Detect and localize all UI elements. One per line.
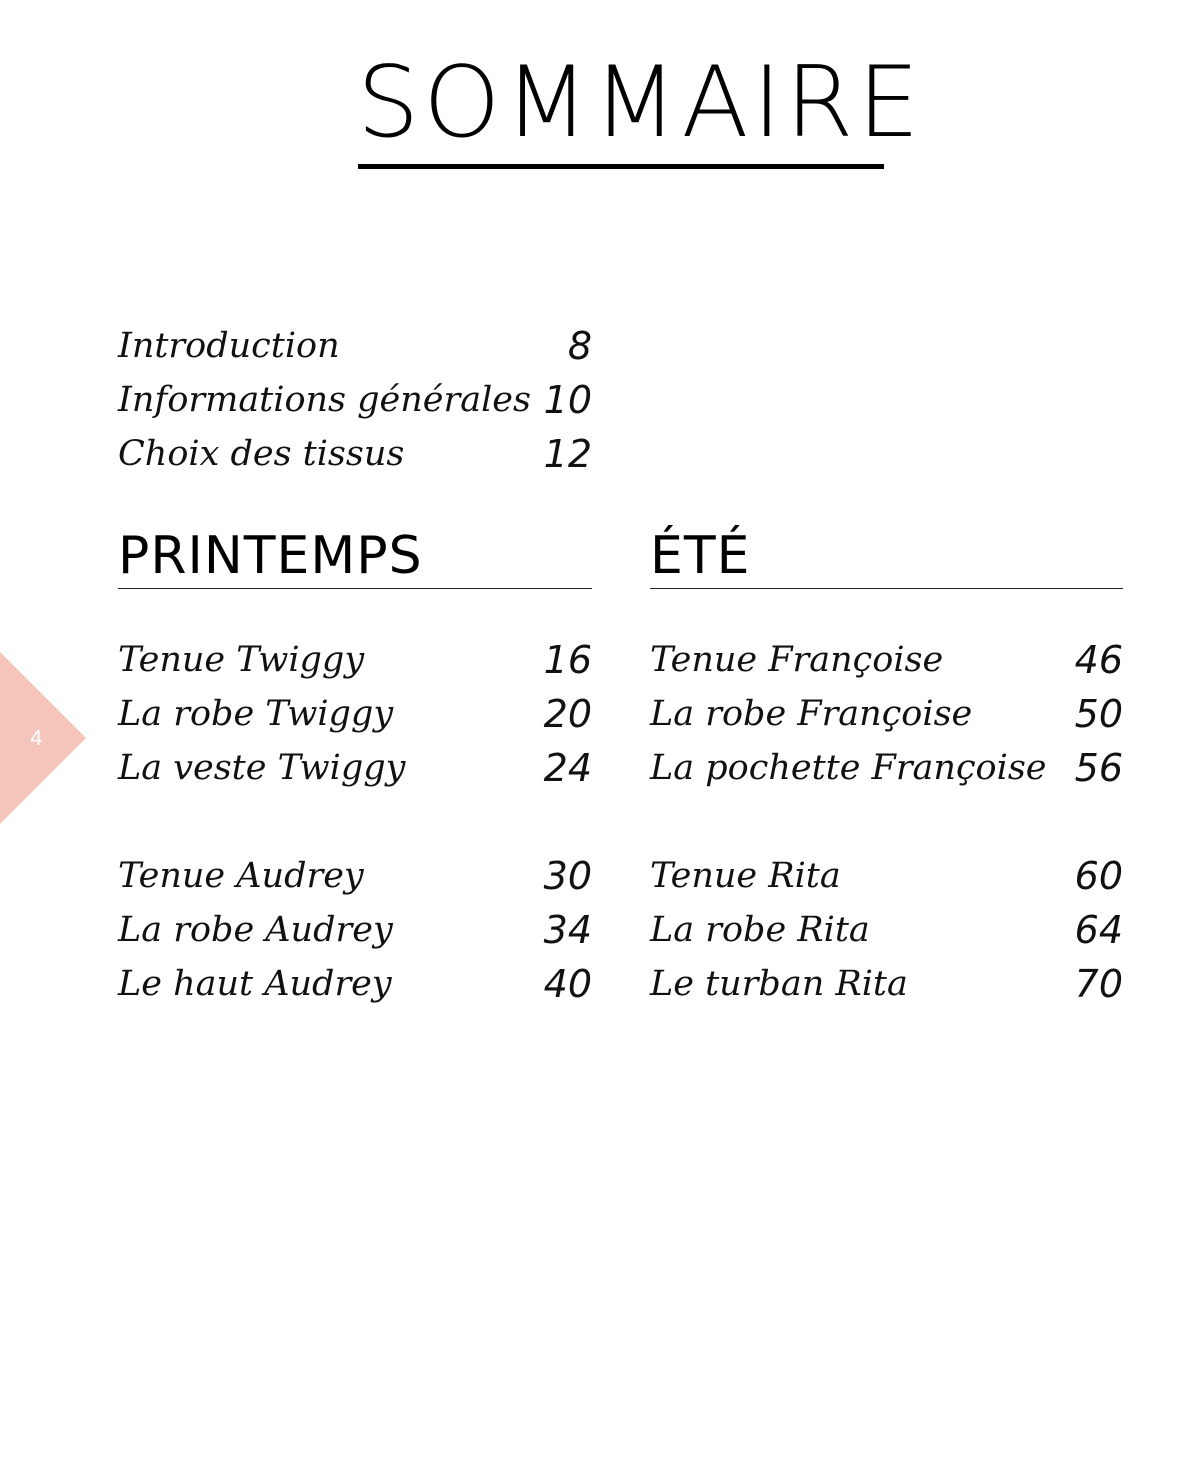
toc-entry-label: Tenue Audrey xyxy=(118,856,364,896)
section-heading-printemps: PRINTEMPS xyxy=(118,526,423,586)
toc-entry-page: 8 xyxy=(567,324,592,368)
toc-entry-label: Introduction xyxy=(118,326,340,366)
toc-entry[interactable] xyxy=(118,960,592,1008)
toc-entry-page: 56 xyxy=(1074,746,1123,790)
toc-entry-introduction[interactable] xyxy=(118,322,592,370)
toc-entry-label: Tenue Françoise xyxy=(650,640,944,680)
toc-entry[interactable] xyxy=(650,636,1123,684)
toc-entry[interactable] xyxy=(118,690,592,738)
toc-entry[interactable] xyxy=(118,636,592,684)
toc-entry-label: Le haut Audrey xyxy=(118,964,392,1004)
toc-entry-label: La veste Twiggy xyxy=(118,748,406,788)
toc-entry-label: Tenue Twiggy xyxy=(118,640,365,680)
toc-entry-label: La robe Audrey xyxy=(118,910,393,950)
section-divider xyxy=(650,588,1123,589)
toc-entry-page: 40 xyxy=(543,962,592,1006)
toc-entry[interactable] xyxy=(118,852,592,900)
toc-entry-page: 34 xyxy=(543,908,592,952)
page-title: SOMMAIRE xyxy=(357,46,924,160)
toc-entry[interactable] xyxy=(118,744,592,792)
toc-entry-label: Choix des tissus xyxy=(118,434,405,474)
toc-entry-page: 46 xyxy=(1074,638,1123,682)
toc-entry[interactable] xyxy=(650,960,1123,1008)
toc-entry-page: 70 xyxy=(1074,962,1123,1006)
toc-entry-page: 16 xyxy=(543,638,592,682)
page-number: 4 xyxy=(30,726,43,750)
toc-entry-informations-generales[interactable] xyxy=(118,376,592,424)
toc-entry-page: 10 xyxy=(543,378,592,422)
toc-entry-page: 64 xyxy=(1074,908,1123,952)
toc-entry-choix-des-tissus[interactable] xyxy=(118,430,592,478)
toc-entry-label: Informations générales xyxy=(118,380,531,420)
toc-entry-page: 24 xyxy=(543,746,592,790)
toc-entry-page: 50 xyxy=(1074,692,1123,736)
toc-entry[interactable] xyxy=(650,852,1123,900)
page-number-tab xyxy=(0,652,86,824)
title-underline xyxy=(358,164,884,169)
toc-entry[interactable] xyxy=(650,744,1123,792)
toc-entry-label: La robe Twiggy xyxy=(118,694,394,734)
toc-entry[interactable] xyxy=(650,906,1123,954)
section-heading-ete: ÉTÉ xyxy=(650,526,751,586)
toc-entry-page: 30 xyxy=(543,854,592,898)
toc-entry-page: 12 xyxy=(543,432,592,476)
toc-entry-label: La robe Françoise xyxy=(650,694,973,734)
toc-entry[interactable] xyxy=(650,690,1123,738)
section-divider xyxy=(118,588,592,589)
toc-entry-label: Tenue Rita xyxy=(650,856,841,896)
toc-entry-label: Le turban Rita xyxy=(650,964,908,1004)
toc-entry-page: 60 xyxy=(1074,854,1123,898)
toc-entry-label: La robe Rita xyxy=(650,910,870,950)
toc-entry[interactable] xyxy=(118,906,592,954)
toc-entry-label: La pochette Françoise xyxy=(650,748,1047,788)
toc-entry-page: 20 xyxy=(543,692,592,736)
